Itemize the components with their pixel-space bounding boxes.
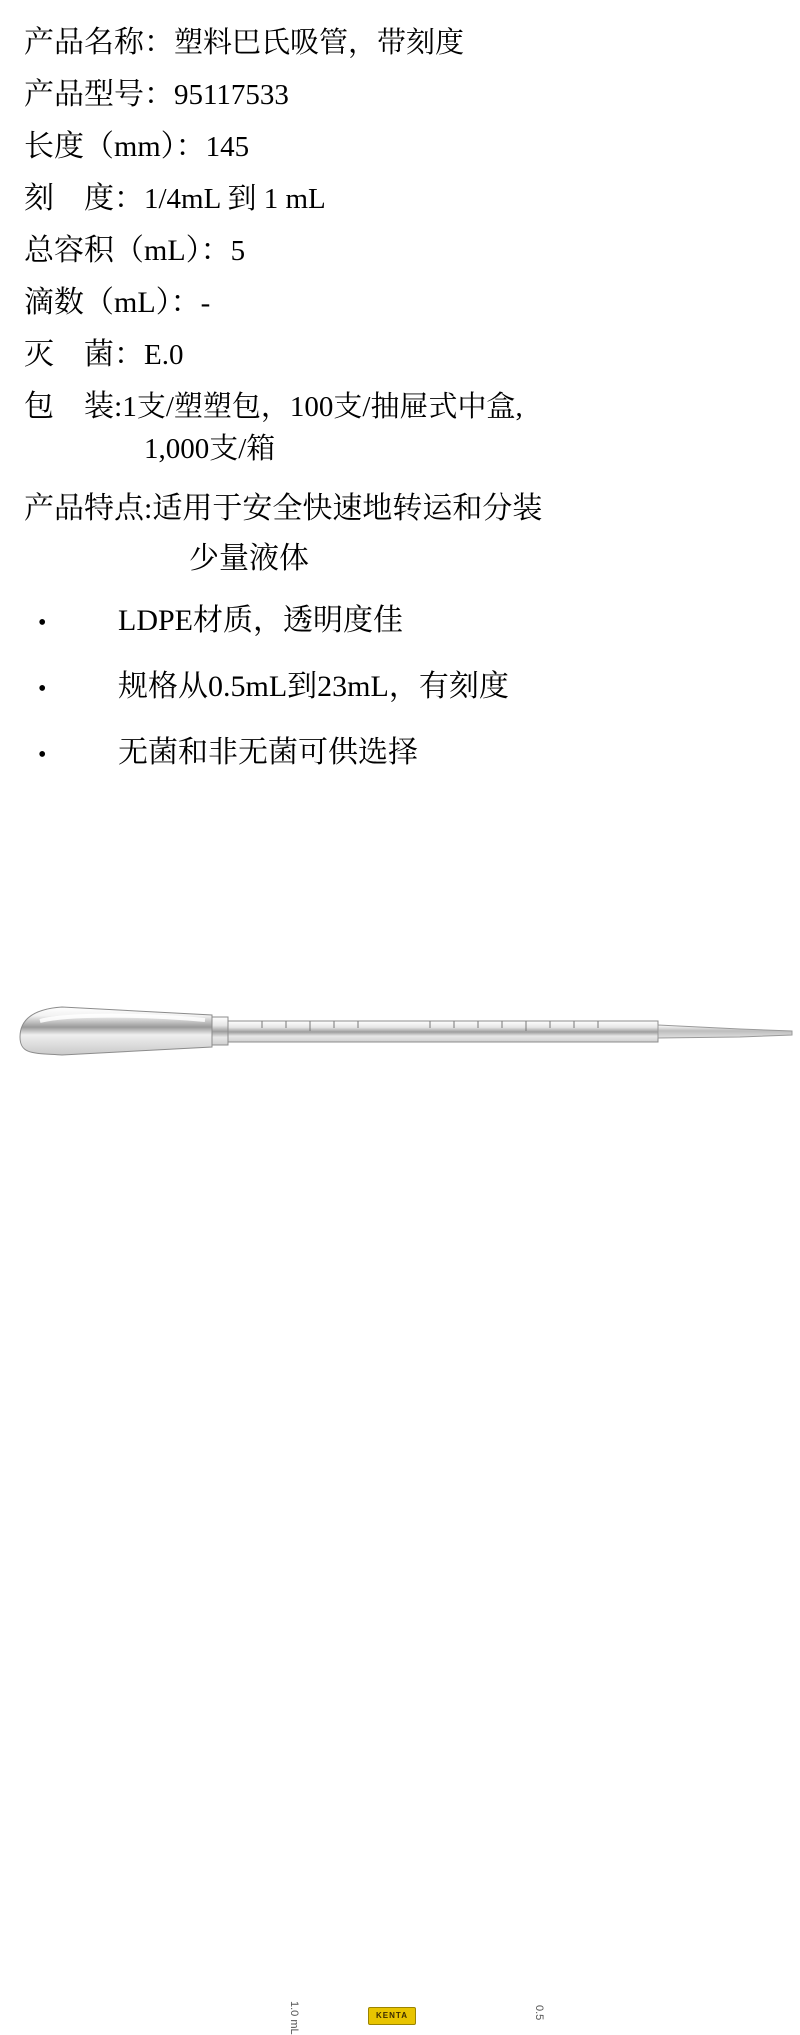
spec-label: 总容积（mL）： <box>24 234 231 267</box>
spec-value: - <box>200 287 211 319</box>
pipette-collar <box>212 1017 228 1045</box>
spec-row-product-name <box>24 28 784 58</box>
list-item-label: 规格从0.5mL到23mL，有刻度 <box>118 670 509 703</box>
bullet-icon: • <box>38 610 47 636</box>
packaging-continuation: 1,000支/箱 <box>144 433 276 465</box>
specification-list <box>24 28 784 793</box>
bullet-icon: • <box>38 676 47 702</box>
spec-value: 1支/塑塑包，100支/抽屉式中盒, <box>122 391 523 423</box>
tick-label-lower: 0.5 <box>533 2005 545 2021</box>
pipette-tip <box>658 1025 792 1038</box>
spec-row-graduation <box>24 184 784 214</box>
list-item-label: LDPE材质，透明度佳 <box>118 604 403 637</box>
spec-label: 滴数（mL）： <box>24 286 201 319</box>
spec-row-length <box>24 132 784 162</box>
list-item <box>24 595 784 639</box>
spec-value: 95117533 <box>174 79 289 111</box>
spec-row-sterilization <box>24 340 784 370</box>
list-item <box>24 661 784 705</box>
brand-label: KENTA <box>368 2007 416 2025</box>
spec-value: 塑料巴氏吸管，带刻度 <box>174 27 465 59</box>
spec-label: 产品名称： <box>24 26 174 59</box>
spec-value: 145 <box>205 131 250 163</box>
spec-value: 5 <box>230 235 246 267</box>
spec-label: 刻 度： <box>24 182 144 215</box>
list-item-label: 无菌和非无菌可供选择 <box>118 736 418 769</box>
list-item <box>24 727 784 771</box>
features-heading-line1: 产品特点:适用于安全快速地转运和分装 <box>24 492 543 525</box>
pipette-graphic <box>0 975 800 1085</box>
spec-label: 包 装: <box>24 390 123 423</box>
spec-row-drop-count <box>24 288 784 318</box>
pipette-barrel <box>228 1021 658 1042</box>
tick-label-upper: 1.0 mL <box>288 2001 300 2035</box>
spec-value: E.0 <box>144 339 184 371</box>
spec-label: 长度（mm）： <box>24 130 206 163</box>
features-heading-line2: 少量液体 <box>189 542 309 575</box>
spec-label: 产品型号： <box>24 78 174 111</box>
bullet-icon: • <box>38 742 47 768</box>
pipette-illustration <box>0 975 800 2035</box>
spec-row-model <box>24 80 784 110</box>
spec-value: 1/4mL 到 1 mL <box>144 183 326 215</box>
spec-row-packaging <box>24 392 784 422</box>
spec-label: 灭 菌： <box>24 338 144 371</box>
spec-row-total-volume <box>24 236 784 266</box>
